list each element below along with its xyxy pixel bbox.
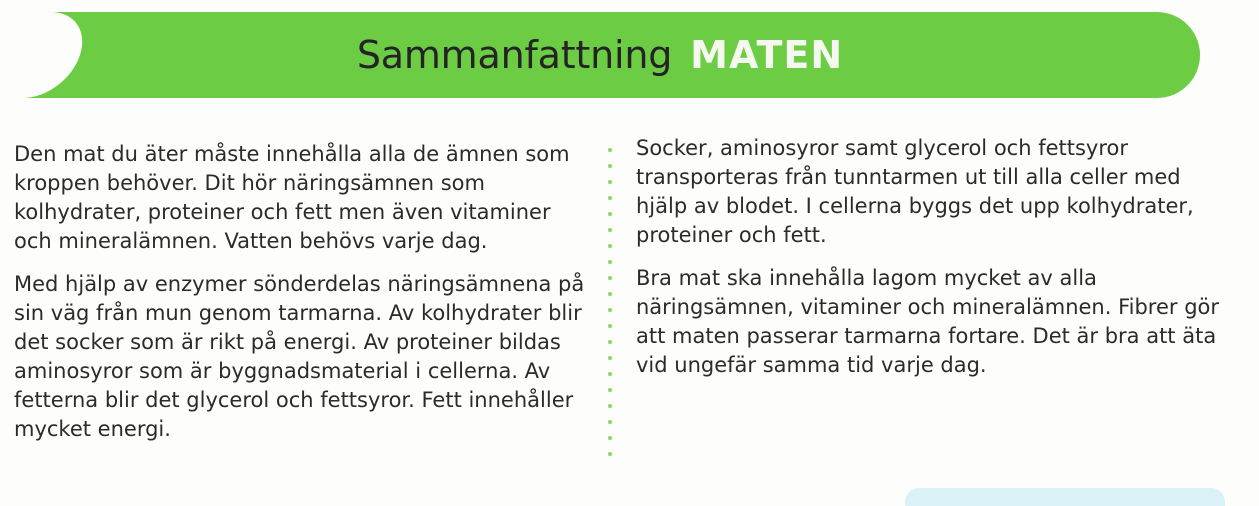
left-paragraph-1: Den mat du äter måste innehålla alla de ämnen som kroppen behöver. Dit hör näringsämnen som kolhydrater, proteiner och fett men även vitaminer och mineralämnen. Vatten behövs varje dag. xyxy=(14,142,570,253)
left-column xyxy=(14,140,589,458)
column-divider xyxy=(604,148,616,468)
right-column xyxy=(636,134,1226,394)
corner-band xyxy=(905,488,1225,506)
left-paragraph-2: Med hjälp av enzymer sönderdelas näringsämnena på sin väg från mun genom tarmarna. Av kolhydrater blir det socker som är rikt på energi. Av proteiner bildas aminosyror som är byggnadsmaterial i cellerna. Av fetterna blir det glycerol och fettsyror. Fett innehåller mycket energi. xyxy=(14,272,585,441)
title-highlight: MATEN xyxy=(690,33,844,77)
right-paragraph-1: Socker, aminosyror samt glycerol och fettsyror transporteras från tunntarmen ut till alla celler med hjälp av blodet. I cellerna byggs det upp kolhydrater, proteiner och fett. xyxy=(636,136,1194,247)
title-prefix: Sammanfattning xyxy=(356,33,673,77)
title-banner xyxy=(0,12,1200,98)
right-paragraph-2: Bra mat ska innehålla lagom mycket av alla näringsämnen, vitaminer och mineralämnen. Fibrer gör att maten passerar tarmarna fortare. Det är bra att äta vid ungefär samma tid varje dag. xyxy=(636,266,1220,377)
page-title xyxy=(0,30,1200,80)
